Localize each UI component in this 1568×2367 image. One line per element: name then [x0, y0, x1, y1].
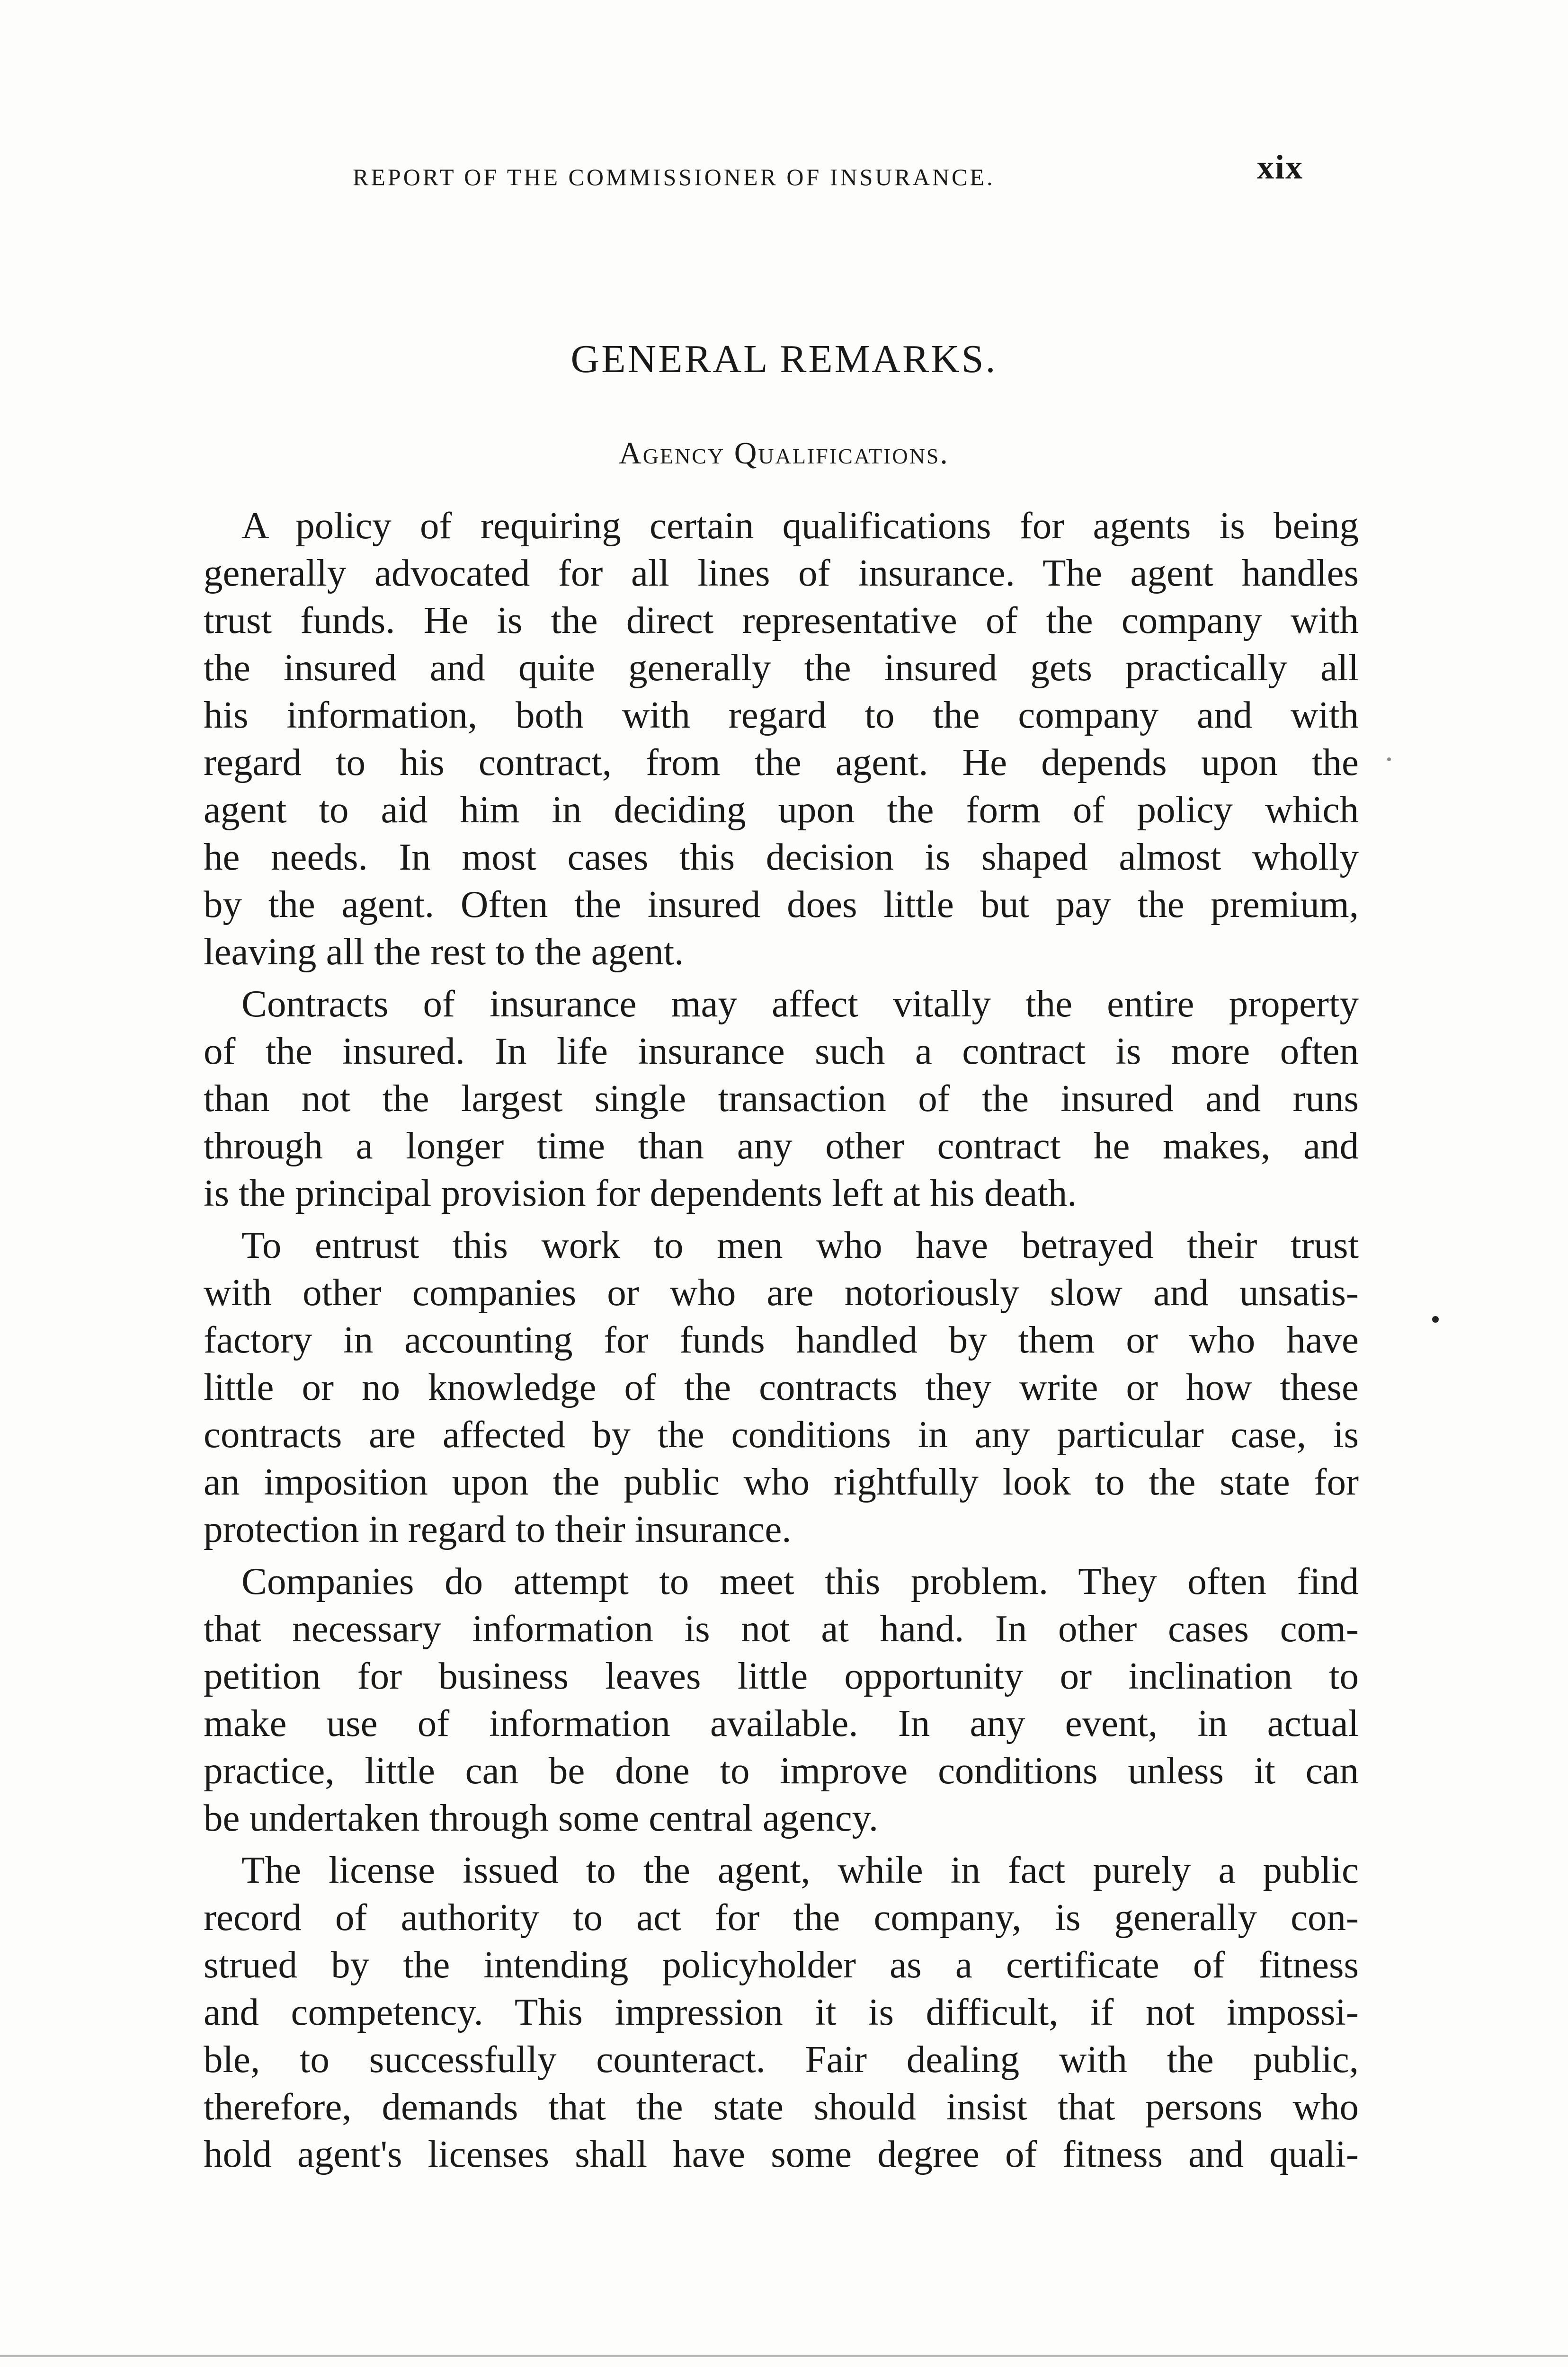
text-line: be undertaken through some central agency. — [204, 1797, 879, 1839]
text-line: contracts are affected by the conditions in any particular case, is — [204, 1413, 1359, 1456]
text-line: with other companies or who are notoriously slow and unsatis- — [204, 1271, 1359, 1314]
paragraph — [204, 1846, 1359, 2178]
text-line: hold agent's licenses shall have some degree of fitness and quali- — [204, 2133, 1359, 2175]
section-title: Agency Qualifications. — [619, 436, 949, 471]
text-line: and competency. This impression it is difficult, if not impossi- — [204, 1991, 1359, 2033]
text-line: The license issued to the agent, while in fact purely a public — [241, 1849, 1359, 1891]
text-line: strued by the intending policyholder as a certificate of fitness — [204, 1943, 1359, 1986]
text-line: through a longer time than any other contract he makes, and — [204, 1124, 1359, 1167]
text-line: trust funds. He is the direct representative of the company with — [204, 599, 1359, 641]
text-line: generally advocated for all lines of insurance. The agent handles — [204, 552, 1359, 594]
text-line: he needs. In most cases this decision is shaped almost wholly — [204, 836, 1359, 878]
paragraph-gap — [204, 1842, 1359, 1846]
text-line: factory in accounting for funds handled by them or who have — [204, 1318, 1359, 1361]
main-title: GENERAL REMARKS. — [570, 337, 998, 381]
text-line: that necessary information is not at hand. In other cases com- — [204, 1607, 1359, 1650]
paragraph-gap — [204, 1553, 1359, 1557]
paragraph — [204, 502, 1359, 975]
body-text — [204, 502, 1359, 2178]
text-line: of the insured. In life insurance such a contract is more often — [204, 1030, 1359, 1072]
text-line: protection in regard to their insurance. — [204, 1508, 792, 1550]
running-head — [353, 163, 1167, 191]
text-line: make use of information available. In any event, in actual — [204, 1702, 1359, 1744]
text-line: an imposition upon the public who rightfully look to the state for — [204, 1460, 1359, 1503]
print-speck — [1432, 1316, 1439, 1323]
text-line: leaving all the rest to the agent. — [204, 930, 684, 973]
text-line: little or no knowledge of the contracts they write or how these — [204, 1366, 1359, 1408]
text-line: regard to his contract, from the agent. He depends upon the — [204, 741, 1359, 783]
text-line: agent to aid him in deciding upon the form of policy which — [204, 788, 1359, 831]
text-line: by the agent. Often the insured does little but pay the premium, — [204, 883, 1359, 925]
print-speck — [1387, 757, 1391, 761]
paragraph-gap — [204, 1217, 1359, 1221]
text-line: record of authority to act for the company, is generally con- — [204, 1896, 1359, 1939]
paragraph — [204, 1557, 1359, 1842]
text-line: ble, to successfully counteract. Fair dealing with the public, — [204, 2038, 1359, 2081]
text-line: his information, both with regard to the company and with — [204, 694, 1359, 736]
text-line: A policy of requiring certain qualifications for agents is being — [241, 504, 1359, 547]
text-line: therefore, demands that the state should insist that persons who — [204, 2085, 1359, 2128]
text-line: practice, little can be done to improve conditions unless it can — [204, 1749, 1359, 1792]
page-number: xix — [1257, 148, 1304, 186]
text-line: To entrust this work to men who have betrayed their trust — [241, 1224, 1359, 1266]
paragraph — [204, 1221, 1359, 1553]
paragraph — [204, 980, 1359, 1217]
text-line: than not the largest single transaction of the insured and runs — [204, 1077, 1359, 1120]
text-line: is the principal provision for dependents left at his death. — [204, 1172, 1077, 1214]
running-head-title: REPORT OF THE COMMISSIONER OF INSURANCE. — [353, 164, 995, 190]
text-line: the insured and quite generally the insured gets practically all — [204, 646, 1359, 689]
text-line: petition for business leaves little opportunity or inclination to — [204, 1655, 1359, 1697]
paragraph-gap — [204, 975, 1359, 980]
text-line: Contracts of insurance may affect vitally the entire property — [241, 982, 1359, 1025]
text-line: Companies do attempt to meet this problem. They often find — [241, 1560, 1359, 1602]
page-edge-line — [0, 2355, 1568, 2357]
